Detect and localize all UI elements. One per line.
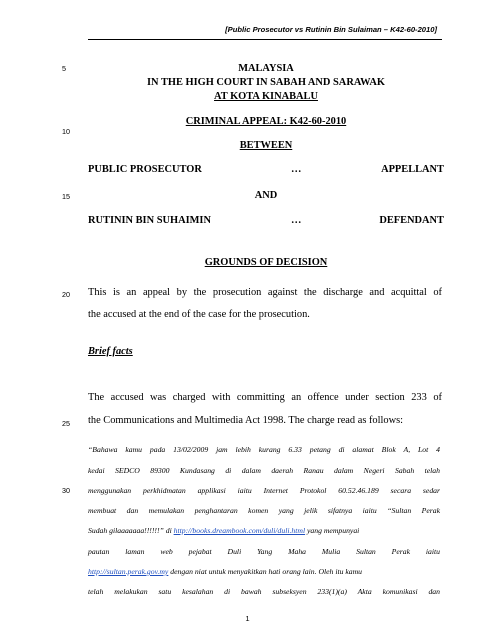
quote-line6: pautan laman web pejabat Duli Yang Maha Mulia Sultan Perak iaitu	[88, 547, 440, 556]
quote-line2: kedai SEDCO 89300 Kundasang di dalam daerah Ranau dalam Negeri Sabah telah	[88, 466, 440, 475]
brief-facts-heading-text: Brief facts	[88, 346, 133, 357]
grounds-heading: GROUNDS OF DECISION	[204, 257, 328, 268]
para1-line1: This is an appeal by the prosecution against the discharge and acquittal of	[88, 287, 442, 298]
quote-line8: telah melakukan satu kesalahan di bawah subseksyen 233(1)(a) Akta komunikasi dan	[88, 587, 440, 596]
line-number: 20	[62, 290, 70, 299]
brief-facts-heading	[88, 347, 442, 357]
quote-line7-post: dengan niat untuk menyakitkan hati orang lain. Oleh itu kamu	[168, 567, 363, 576]
header-rule	[88, 39, 442, 40]
quote-line5-pre: Sudah gilaaaaaaa!!!!!!” di	[88, 526, 174, 535]
defendant-role: DEFENDANT	[379, 215, 444, 226]
line-number: 30	[62, 486, 70, 495]
line-number: 5	[62, 64, 66, 73]
quote-line4: membuat dan memulakan penghantaran komen yang jelik sifatnya iaitu “Sultan Perak	[88, 506, 440, 515]
para2-line1: The accused was charged with committing an offence under section 233 of	[88, 392, 442, 403]
defendant-name: RUTININ BIN SUHAIMIN	[88, 215, 211, 226]
country-title: MALAYSIA	[238, 63, 294, 74]
line-number: 25	[62, 419, 70, 428]
quote-line1: “Bahawa kamu pada 13/02/2009 jam lebih kurang 6.33 petang di alamat Blok A, Lot 4	[88, 445, 440, 454]
appellant-name: PUBLIC PROSECUTOR	[88, 164, 202, 175]
page-number: 1	[245, 614, 250, 623]
appellant-role: APPELLANT	[381, 164, 444, 175]
between-label: BETWEEN	[239, 140, 293, 151]
para1-line2: the accused at the end of the case for the prosecution.	[88, 309, 310, 320]
location-title: AT KOTA KINABALU	[214, 91, 318, 102]
quote-line3: menggunakan perkhidmatan applikasi iaitu Internet Protokol 60.52.46.189 secara sedar	[88, 486, 440, 495]
line-number: 15	[62, 192, 70, 201]
running-header: [Public Prosecutor vs Rutinin Bin Sulaiman – K42-60-2010]	[225, 25, 437, 34]
appellant-dots: …	[291, 164, 302, 175]
para2-line2: the Communications and Multimedia Act 1998. The charge read as follows:	[88, 415, 404, 426]
quote-line5	[88, 526, 440, 535]
case-title: CRIMINAL APPEAL: K42-60-2010	[185, 116, 347, 127]
court-title: IN THE HIGH COURT IN SABAH AND SARAWAK	[147, 77, 385, 88]
and-label: AND	[254, 190, 278, 201]
dreambook-link[interactable]: http://books.dreambook.com/duli/duli.html	[173, 526, 306, 535]
quote-line5-post: yang mempunyai	[305, 526, 360, 535]
quote-line7	[88, 567, 440, 576]
sultan-perak-link[interactable]: http://sultan.perak.gov.my	[88, 567, 169, 576]
line-number: 10	[62, 127, 70, 136]
defendant-dots: …	[291, 215, 302, 226]
